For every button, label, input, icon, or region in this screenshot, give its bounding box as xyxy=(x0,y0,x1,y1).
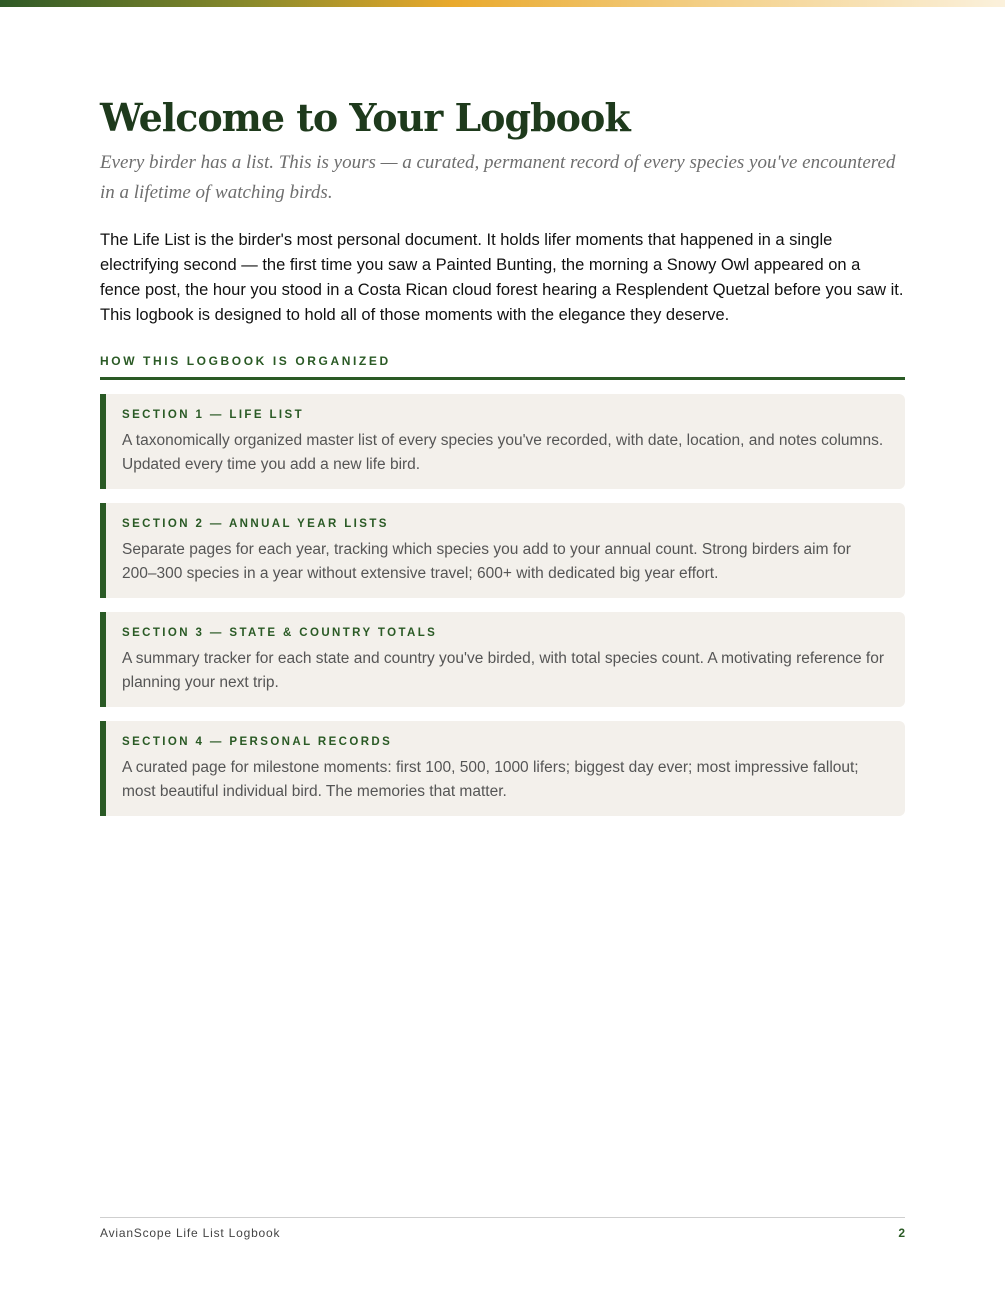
section-card-description: A taxonomically organized master list of every species you've recorded, with date, location, and notes columns. Updated every time you add a new life bird. xyxy=(122,432,884,473)
section-card-annual-year-lists xyxy=(100,503,905,598)
intro-paragraph: The Life List is the birder's most personal document. It holds lifer moments that happened in a single electrifying second — the first time you saw a Painted Bunting, the morning a Snowy Owl appeared on a fence post, the hour you stood in a Costa Rican cloud forest hearing a Resplendent Quetzal before you saw it. This logbook is designed to hold all of those moments with the elegance they deserve. xyxy=(100,231,904,324)
section-card-title: SECTION 2 — ANNUAL YEAR LISTS xyxy=(122,518,389,530)
section-card-life-list xyxy=(100,394,905,489)
organization-heading: HOW THIS LOGBOOK IS ORGANIZED xyxy=(100,354,905,380)
section-card-title: SECTION 4 — PERSONAL RECORDS xyxy=(122,736,393,748)
section-card-title: SECTION 3 — STATE & COUNTRY TOTALS xyxy=(122,627,438,639)
top-gradient-bar xyxy=(0,0,1005,7)
section-card-state-country-totals xyxy=(100,612,905,707)
section-card-description: A curated page for milestone moments: first 100, 500, 1000 lifers; biggest day ever; most impressive fallout; most beautiful individual bird. The memories that matter. xyxy=(122,759,859,800)
section-card-personal-records xyxy=(100,721,905,816)
page-subtitle: Every birder has a list. This is yours — a curated, permanent record of every species you've encountered in a lifetime of watching birds. xyxy=(100,152,896,203)
page-title: Welcome to Your Logbook xyxy=(100,95,630,140)
footer-page-number: 2 xyxy=(898,1226,905,1240)
section-card-description: Separate pages for each year, tracking which species you add to your annual count. Strong birders aim for 200–300 species in a year without extensive travel; 600+ with dedicated big year effort. xyxy=(122,541,851,582)
footer-publication-name: AvianScope Life List Logbook xyxy=(100,1226,281,1240)
section-card-title: SECTION 1 — LIFE LIST xyxy=(122,409,305,421)
section-card-description: A summary tracker for each state and country you've birded, with total species count. A motivating reference for planning your next trip. xyxy=(122,650,884,691)
page-content xyxy=(100,94,905,830)
page-footer xyxy=(100,1217,905,1240)
section-card-list xyxy=(100,394,905,816)
